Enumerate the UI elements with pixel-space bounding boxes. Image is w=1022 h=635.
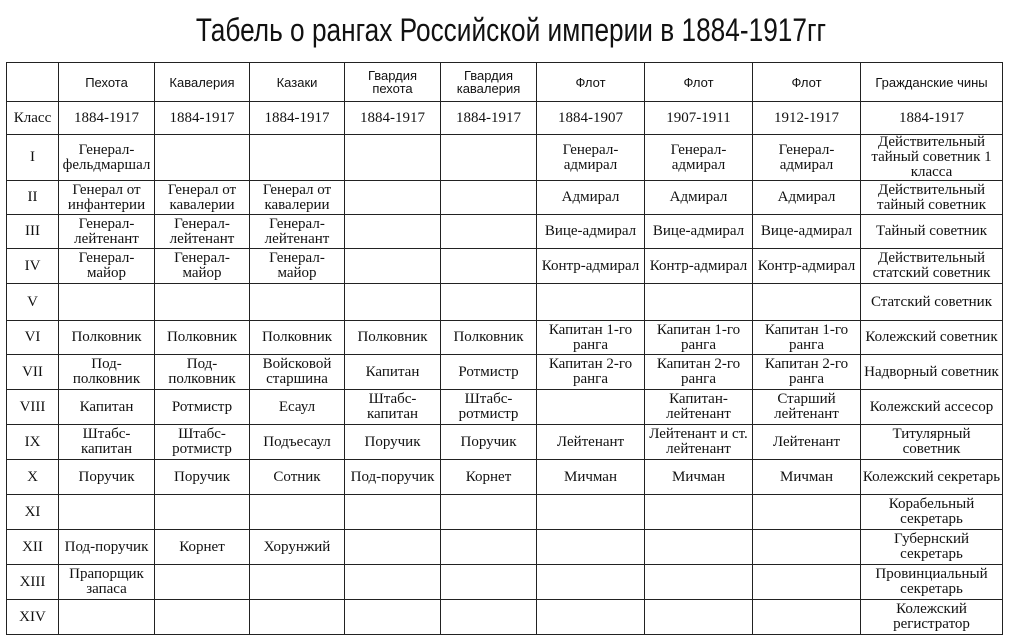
table-cell: Адмирал	[753, 181, 861, 215]
table-cell	[441, 600, 537, 635]
table-cell: Капитан 1-го ранга	[537, 321, 645, 355]
rank-class-cell: VIII	[7, 390, 59, 425]
table-cell: Действительный тайный советник 1 класса	[861, 135, 1003, 181]
table-cell: 1884-1917	[250, 102, 345, 135]
table-cell	[441, 215, 537, 249]
table-cell: Капитан 2-го ранга	[753, 355, 861, 390]
table-cell: Полковник	[250, 321, 345, 355]
table-cell	[155, 495, 250, 530]
table-row	[7, 355, 1003, 390]
table-cell: Корнет	[155, 530, 250, 565]
rank-class-cell: VI	[7, 321, 59, 355]
table-cell: Полковник	[345, 321, 441, 355]
table-cell: Полковник	[59, 321, 155, 355]
table-cell	[345, 530, 441, 565]
table-row	[7, 284, 1003, 321]
table-cell: Под-поручик	[59, 530, 155, 565]
table-cell	[537, 495, 645, 530]
table-row	[7, 135, 1003, 181]
table-cell: Адмирал	[537, 181, 645, 215]
table-cell: Адмирал	[645, 181, 753, 215]
table-cell: Генерал-адмирал	[645, 135, 753, 181]
ranks-table	[6, 62, 1003, 635]
table-cell	[250, 284, 345, 321]
table-cell: Генерал-майор	[59, 249, 155, 284]
table-cell: Генерал-майор	[155, 249, 250, 284]
table-cell: Генерал-лейтенант	[250, 215, 345, 249]
table-cell	[537, 600, 645, 635]
table-cell: Надворный советник	[861, 355, 1003, 390]
table-cell: Старший лейтенант	[753, 390, 861, 425]
table-cell: Губернский секретарь	[861, 530, 1003, 565]
table-cell	[59, 495, 155, 530]
table-cell: Колежский ассесор	[861, 390, 1003, 425]
table-cell	[753, 600, 861, 635]
table-cell	[645, 495, 753, 530]
table-cell: 1884-1917	[155, 102, 250, 135]
table-cell: Вице-адмирал	[537, 215, 645, 249]
table-cell	[753, 565, 861, 600]
table-cell: Мичман	[537, 460, 645, 495]
table-cell: 1912-1917	[753, 102, 861, 135]
table-cell: Генерал-лейтенант	[155, 215, 250, 249]
table-cell: Генерал-адмирал	[753, 135, 861, 181]
table-cell	[645, 600, 753, 635]
rank-class-cell	[7, 63, 59, 102]
table-row	[7, 460, 1003, 495]
table-cell: Пехота	[59, 63, 155, 102]
table-cell: Ротмистр	[441, 355, 537, 390]
table-cell: Действительный статский советник	[861, 249, 1003, 284]
rank-class-cell: XIII	[7, 565, 59, 600]
table-cell	[441, 249, 537, 284]
table-cell: Полковник	[155, 321, 250, 355]
table-cell: Под-полковник	[59, 355, 155, 390]
table-cell: Кавалерия	[155, 63, 250, 102]
table-cell: Поручик	[59, 460, 155, 495]
table-cell	[155, 565, 250, 600]
table-cell	[155, 284, 250, 321]
table-cell: Корабельный секретарь	[861, 495, 1003, 530]
table-cell: Титулярный советник	[861, 425, 1003, 460]
table-cell: Штабс-капитан	[345, 390, 441, 425]
table-cell	[155, 600, 250, 635]
table-cell	[345, 249, 441, 284]
table-cell: Флот	[645, 63, 753, 102]
table-cell: Вице-адмирал	[753, 215, 861, 249]
table-cell: Колежский регистратор	[861, 600, 1003, 635]
table-cell: 1884-1917	[441, 102, 537, 135]
table-cell: Гвардия кавалерия	[441, 63, 537, 102]
table-cell: Гвардия пехота	[345, 63, 441, 102]
table-cell: Корнет	[441, 460, 537, 495]
table-cell	[345, 135, 441, 181]
table-cell: Контр-адмирал	[753, 249, 861, 284]
table-row	[7, 249, 1003, 284]
table-cell	[441, 284, 537, 321]
table-header-row	[7, 63, 1003, 102]
table-cell: Ротмистр	[155, 390, 250, 425]
table-cell	[345, 495, 441, 530]
table-cell: Тайный советник	[861, 215, 1003, 249]
table-cell	[250, 600, 345, 635]
table-cell: Действительный тайный советник	[861, 181, 1003, 215]
table-cell	[345, 600, 441, 635]
rank-class-cell: IX	[7, 425, 59, 460]
table-cell: Генерал-фельдмаршал	[59, 135, 155, 181]
table-cell	[59, 284, 155, 321]
table-row	[7, 321, 1003, 355]
table-cell: Колежский советник	[861, 321, 1003, 355]
table-cell: Генерал-адмирал	[537, 135, 645, 181]
table-cell: Лейтенант	[753, 425, 861, 460]
table-cell: Хорунжий	[250, 530, 345, 565]
table-cell	[441, 135, 537, 181]
table-cell: Сотник	[250, 460, 345, 495]
rank-class-cell: II	[7, 181, 59, 215]
table-cell: Контр-адмирал	[537, 249, 645, 284]
table-cell: Под-поручик	[345, 460, 441, 495]
table-cell: Штабс-ротмистр	[155, 425, 250, 460]
table-cell: Лейтенант	[537, 425, 645, 460]
table-cell: Лейтенант и ст. лейтенант	[645, 425, 753, 460]
table-row	[7, 425, 1003, 460]
table-cell: Статский советник	[861, 284, 1003, 321]
table-cell: Генерал-лейтенант	[59, 215, 155, 249]
table-cell: Генерал-майор	[250, 249, 345, 284]
table-row	[7, 181, 1003, 215]
table-cell	[345, 215, 441, 249]
table-cell: Капитан	[59, 390, 155, 425]
table-cell	[441, 565, 537, 600]
table-cell	[345, 565, 441, 600]
table-row	[7, 530, 1003, 565]
table-cell: Генерал от кавалерии	[250, 181, 345, 215]
table-cell: Полковник	[441, 321, 537, 355]
table-row	[7, 565, 1003, 600]
rank-class-cell: III	[7, 215, 59, 249]
table-cell	[537, 284, 645, 321]
table-cell: Штабс-капитан	[59, 425, 155, 460]
table-cell: Войсковой старшина	[250, 355, 345, 390]
rank-class-cell: XII	[7, 530, 59, 565]
table-cell: Капитан 2-го ранга	[537, 355, 645, 390]
table-cell: Генерал от кавалерии	[155, 181, 250, 215]
table-cell	[645, 565, 753, 600]
rank-class-cell: XI	[7, 495, 59, 530]
table-cell: Поручик	[155, 460, 250, 495]
table-cell: Флот	[537, 63, 645, 102]
rank-class-cell: XIV	[7, 600, 59, 635]
table-cell	[441, 181, 537, 215]
table-cell: Подъесаул	[250, 425, 345, 460]
table-cell: Поручик	[441, 425, 537, 460]
table-cell: Под-полковник	[155, 355, 250, 390]
table-cell: 1884-1917	[345, 102, 441, 135]
table-cell: Капитан 1-го ранга	[645, 321, 753, 355]
table-cell	[59, 600, 155, 635]
table-years-row	[7, 102, 1003, 135]
table-cell	[441, 495, 537, 530]
page-title: Табель о рангах Российской империи в 1884-1917гг	[195, 12, 827, 48]
rank-class-cell: X	[7, 460, 59, 495]
table-cell: Поручик	[345, 425, 441, 460]
table-cell: Капитан-лейтенант	[645, 390, 753, 425]
table-cell: 1884-1917	[59, 102, 155, 135]
table-cell: Штабс-ротмистр	[441, 390, 537, 425]
table-row	[7, 600, 1003, 635]
table-cell: Мичман	[753, 460, 861, 495]
table-cell: 1884-1917	[861, 102, 1003, 135]
table-cell: Генерал от инфантерии	[59, 181, 155, 215]
table-cell	[345, 284, 441, 321]
table-cell: Колежский секретарь	[861, 460, 1003, 495]
table-cell: Контр-адмирал	[645, 249, 753, 284]
table-cell	[345, 181, 441, 215]
table-cell: Провинциальный секретарь	[861, 565, 1003, 600]
table-cell	[155, 135, 250, 181]
rank-class-cell: V	[7, 284, 59, 321]
table-row	[7, 215, 1003, 249]
table-cell: Прапорщик запаса	[59, 565, 155, 600]
table-cell: Казаки	[250, 63, 345, 102]
table-cell	[441, 530, 537, 565]
table-cell: Есаул	[250, 390, 345, 425]
table-cell	[250, 565, 345, 600]
table-cell: Мичман	[645, 460, 753, 495]
table-cell	[537, 390, 645, 425]
table-cell: Капитан 2-го ранга	[645, 355, 753, 390]
table-cell	[250, 135, 345, 181]
table-cell: Флот	[753, 63, 861, 102]
table-cell: Вице-адмирал	[645, 215, 753, 249]
rank-class-cell: I	[7, 135, 59, 181]
table-cell	[753, 495, 861, 530]
table-cell: 1907-1911	[645, 102, 753, 135]
table-cell	[537, 530, 645, 565]
rank-class-cell: IV	[7, 249, 59, 284]
table-cell	[753, 284, 861, 321]
table-row	[7, 390, 1003, 425]
table-cell	[250, 495, 345, 530]
table-cell: Гражданские чины	[861, 63, 1003, 102]
table-row	[7, 495, 1003, 530]
table-cell: Капитан 1-го ранга	[753, 321, 861, 355]
table-cell: Капитан	[345, 355, 441, 390]
rank-class-cell: Класс	[7, 102, 59, 135]
table-cell: 1884-1907	[537, 102, 645, 135]
table-cell	[537, 565, 645, 600]
table-cell	[645, 284, 753, 321]
table-cell	[753, 530, 861, 565]
table-cell	[645, 530, 753, 565]
rank-class-cell: VII	[7, 355, 59, 390]
